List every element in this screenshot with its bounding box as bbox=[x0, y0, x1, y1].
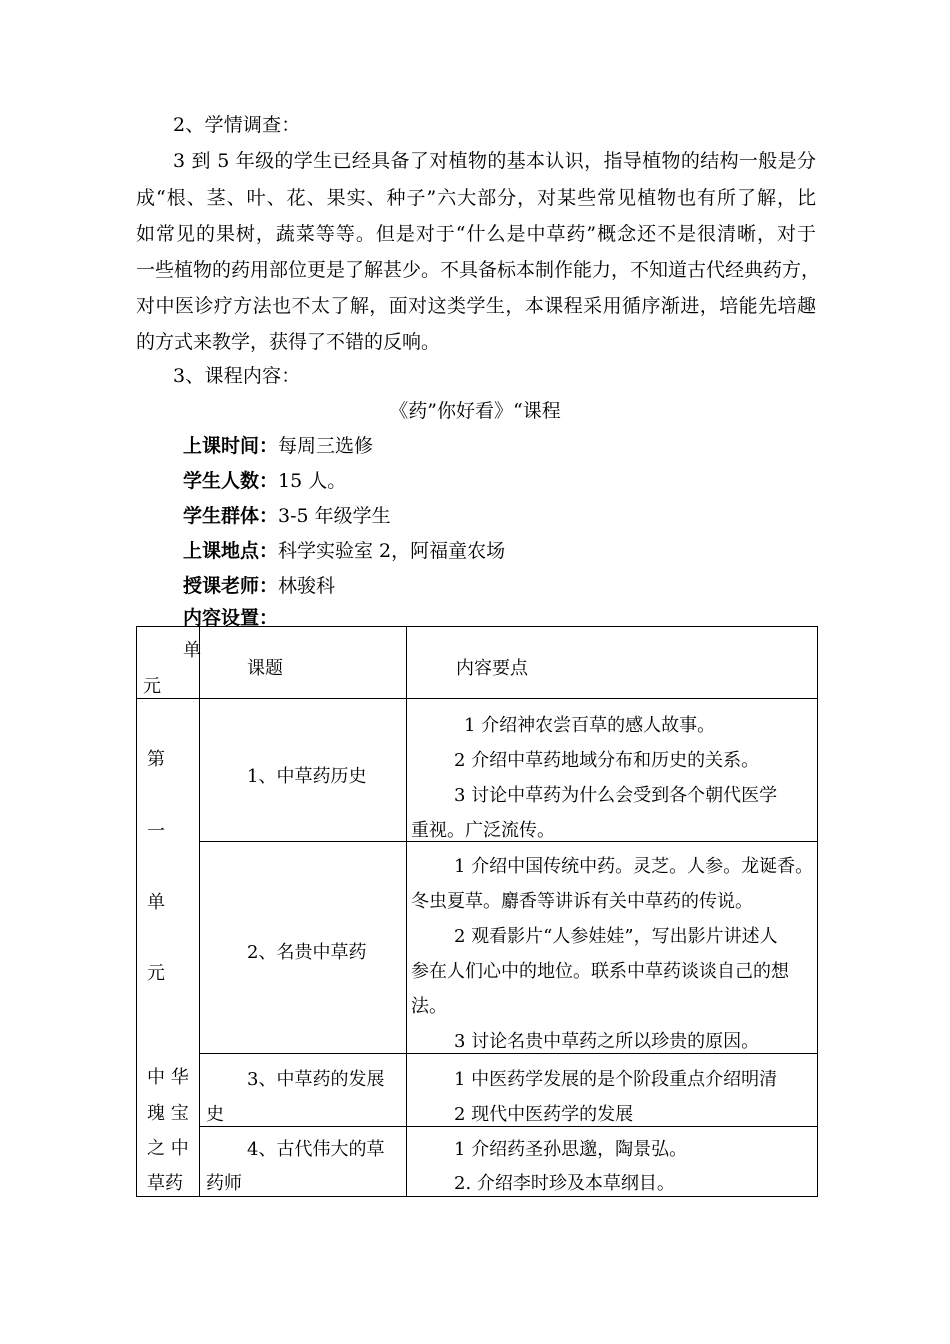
info-student-count bbox=[183, 466, 346, 493]
table-row bbox=[137, 699, 818, 842]
info-label: 上课地点： bbox=[183, 540, 279, 562]
course-title: 《药”你好看》“课程 bbox=[389, 400, 561, 422]
content-table bbox=[136, 626, 818, 1197]
points-cell bbox=[407, 1054, 818, 1127]
point-line: 2 现代中医药学的发展 bbox=[454, 1104, 634, 1125]
unit-name-line: 瑰 宝 bbox=[147, 1103, 189, 1124]
info-value: 15 人。 bbox=[278, 470, 347, 492]
paragraph-line-2: 成“根、茎、叶、花、果实、种子”六大部分，对某些常见植物也有所了解，比 bbox=[136, 187, 816, 209]
point-line: 法。 bbox=[411, 996, 447, 1017]
point-line: 3 讨论中草药为什么会受到各个朝代医学 bbox=[454, 785, 778, 806]
info-student-group bbox=[183, 501, 391, 528]
topic-line: 药师 bbox=[206, 1173, 242, 1194]
paragraph-line-3: 如常见的果树，蔬菜等等。但是对于“什么是中草药”概念还不是很清晰，对于 bbox=[136, 223, 816, 245]
info-teacher bbox=[183, 571, 335, 598]
header-points-cell bbox=[407, 627, 818, 699]
topic-cell bbox=[200, 842, 407, 1054]
unit-char: 一 bbox=[147, 821, 165, 842]
unit-char: 元 bbox=[147, 963, 165, 984]
table-row bbox=[137, 1127, 818, 1197]
point-line: 重视。广泛流传。 bbox=[411, 820, 555, 841]
info-value: 每周三选修 bbox=[278, 435, 374, 457]
point-line: 3 讨论名贵中草药之所以珍贵的原因。 bbox=[454, 1031, 760, 1052]
info-value: 科学实验室 2，阿福童农场 bbox=[278, 540, 506, 562]
unit-name-line: 草药 bbox=[147, 1173, 183, 1194]
points-cell bbox=[407, 699, 818, 842]
info-value: 3-5 年级学生 bbox=[278, 505, 391, 527]
info-label: 授课老师： bbox=[183, 575, 279, 597]
paragraph-line-5: 对中医诊疗方法也不太了解，面对这类学生，本课程采用循序渐进，培能先培趣 bbox=[136, 295, 816, 317]
header-topic-cell bbox=[200, 627, 407, 699]
header-unit-a: 单 bbox=[183, 640, 201, 661]
section-3-heading: 3、课程内容： bbox=[173, 365, 301, 387]
unit-name-line: 之 中 bbox=[147, 1138, 189, 1159]
topic-line: 史 bbox=[206, 1104, 224, 1125]
topic-line: 3、中草药的发展 bbox=[247, 1069, 385, 1090]
points-cell bbox=[407, 842, 818, 1054]
point-line: 冬虫夏草。麝香等讲诉有关中草药的传说。 bbox=[411, 891, 753, 912]
info-label: 学生群体： bbox=[183, 505, 279, 527]
section-2-heading: 2、学情调查： bbox=[173, 114, 301, 136]
points-cell bbox=[407, 1127, 818, 1197]
header-points: 内容要点 bbox=[456, 658, 528, 679]
paragraph-line-6: 的方式来教学，获得了不错的反响。 bbox=[136, 331, 441, 353]
info-label: 学生人数： bbox=[183, 470, 279, 492]
info-value: 林骏科 bbox=[278, 575, 336, 597]
point-line: 2 观看影片“人参娃娃”，写出影片讲述人 bbox=[454, 926, 778, 947]
info-class-time bbox=[183, 431, 373, 458]
table-row bbox=[137, 842, 818, 1054]
point-line: 1 介绍中国传统中药。灵芝。人参。龙诞香。 bbox=[454, 856, 814, 877]
paragraph-line-4: 一些植物的药用部位更是了解甚少。不具备标本制作能力，不知道古代经典药方， bbox=[136, 259, 821, 281]
topic-line: 2、名贵中草药 bbox=[247, 942, 367, 963]
info-label: 上课时间： bbox=[183, 435, 279, 457]
point-line: 1 中医药学发展的是个阶段重点介绍明清 bbox=[454, 1069, 778, 1090]
topic-cell bbox=[200, 1127, 407, 1197]
point-line: 参在人们心中的地位。联系中草药谈谈自己的想 bbox=[411, 961, 789, 982]
topic-cell bbox=[200, 1054, 407, 1127]
unit-char: 单 bbox=[147, 892, 165, 913]
point-line: 2. 介绍李时珍及本草纲目。 bbox=[454, 1173, 675, 1194]
table-header-row bbox=[137, 627, 818, 699]
paragraph-line-1: 3 到 5 年级的学生已经具备了对植物的基本认识，指导植物的结构一般是分 bbox=[173, 150, 816, 172]
info-location bbox=[183, 536, 505, 563]
topic-line: 1、中草药历史 bbox=[247, 766, 367, 787]
header-unit-cell bbox=[137, 627, 200, 699]
header-unit-b: 元 bbox=[143, 676, 161, 697]
point-line: 1 介绍药圣孙思邈，陶景弘。 bbox=[454, 1139, 688, 1160]
unit-cell bbox=[137, 699, 200, 1197]
topic-cell bbox=[200, 699, 407, 842]
point-line: 2 介绍中草药地域分布和历史的关系。 bbox=[454, 750, 760, 771]
unit-name-line: 中 华 bbox=[147, 1067, 189, 1088]
info-label: 内容设置： bbox=[183, 607, 279, 629]
table-row bbox=[137, 1054, 818, 1127]
unit-char: 第 bbox=[147, 749, 165, 770]
header-topic: 课题 bbox=[247, 658, 283, 679]
point-line: 1 介绍神农尝百草的感人故事。 bbox=[464, 715, 716, 736]
topic-line: 4、古代伟大的草 bbox=[247, 1139, 385, 1160]
